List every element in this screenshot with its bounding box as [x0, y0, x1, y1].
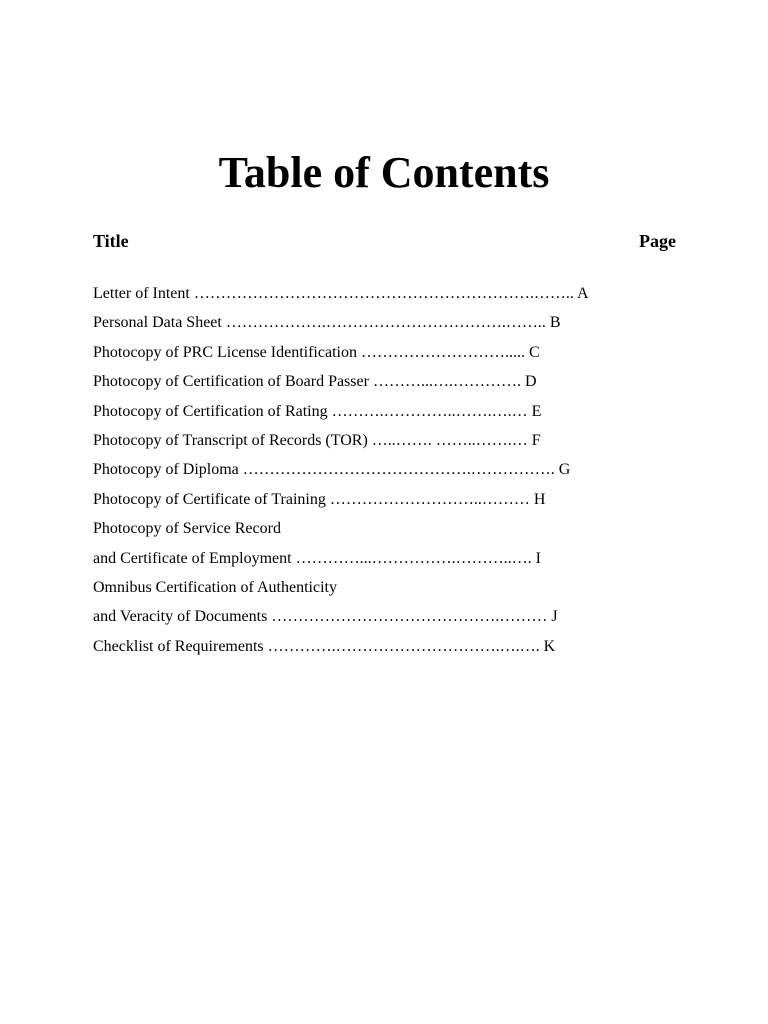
toc-entry-omnibus: Omnibus Certification of Authenticity	[93, 579, 337, 597]
toc-entry-service-record: Photocopy of Service Record	[93, 520, 281, 538]
toc-entry-personal-data-sheet: Personal Data Sheet ……………….…………………………….…….. B	[93, 314, 561, 332]
toc-entry-employment: and Certificate of Employment …………...…………….………..…. I	[93, 549, 541, 567]
toc-entry-diploma: Photocopy of Diploma …………………………………….……………. G	[93, 461, 571, 479]
toc-entry-transcript: Photocopy of Transcript of Records (TOR) …..……. ……..…….… F	[93, 432, 541, 450]
toc-entry-letter-of-intent: Letter of Intent ……………………………………………………….…….. A	[93, 285, 589, 302]
toc-entry-rating: Photocopy of Certification of Rating ……….…………..…….….… E	[93, 402, 542, 420]
column-header-page: Page	[639, 231, 676, 251]
column-header-title: Title	[93, 231, 129, 251]
page-title: Table of Contents	[218, 148, 550, 197]
toc-list	[93, 279, 693, 661]
toc-entry-checklist: Checklist of Requirements ………….………………………….….…. K	[93, 637, 556, 655]
toc-entry-veracity: and Veracity of Documents …………………………………….……… J	[93, 608, 558, 626]
toc-entry-training: Photocopy of Certificate of Training ………………………..……… H	[93, 490, 546, 508]
toc-entry-board-passer: Photocopy of Certification of Board Passer ………...….…………. D	[93, 373, 537, 391]
toc-entry-prc-license: Photocopy of PRC License Identification ………………………..... C	[93, 343, 540, 361]
